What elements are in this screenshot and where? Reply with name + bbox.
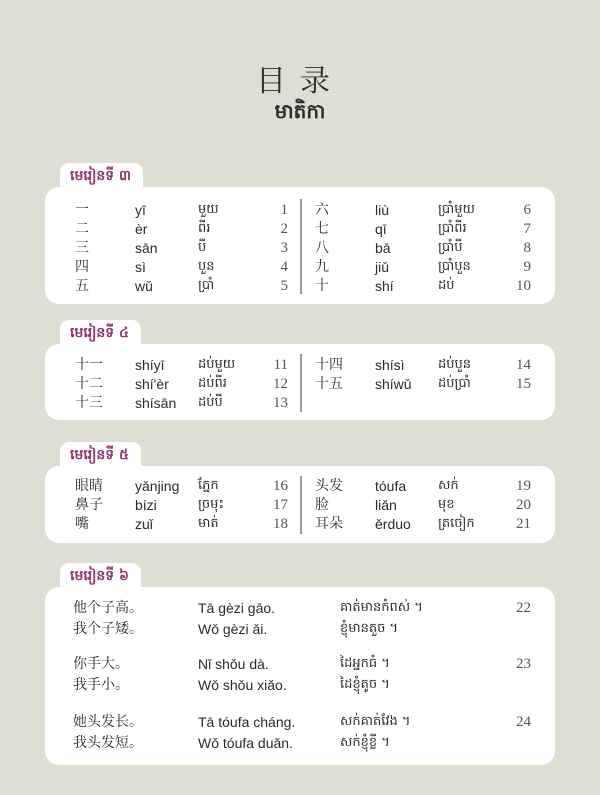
- lesson-5-card: [45, 466, 555, 543]
- sentence-hanzi: 我头发短。: [73, 735, 143, 751]
- sentence-hanzi: 我手小。: [73, 677, 129, 693]
- vocab-khmer: ដប់ពីរ: [198, 376, 227, 391]
- vocab-khmer: មួយ: [198, 202, 219, 217]
- page-number: 13: [273, 395, 288, 411]
- sentence-khmer: ដៃខ្ញុំតូច ។: [340, 677, 390, 692]
- lesson-3-tab: មេរៀនទី ៣: [60, 163, 143, 189]
- page-number: 17: [273, 497, 288, 513]
- vocab-khmer: សក់: [438, 478, 459, 493]
- lesson-divider: [300, 354, 302, 412]
- page-number: 7: [523, 221, 531, 237]
- lesson-divider: [300, 476, 302, 534]
- sentence-pinyin: Wǒ tóufa duǎn.: [198, 735, 293, 751]
- lesson-divider: [300, 199, 302, 294]
- page-title: 目录: [256, 64, 344, 99]
- vocab-pinyin: shíwǔ: [375, 376, 412, 392]
- vocab-pinyin: liù: [375, 202, 390, 218]
- page-number: 16: [273, 478, 288, 494]
- page-number: 1: [280, 202, 288, 218]
- vocab-hanzi: 十一: [75, 357, 103, 373]
- vocab-hanzi: 八: [315, 240, 329, 256]
- page-number: 23: [516, 656, 531, 672]
- lesson-4-card: [45, 344, 555, 420]
- vocab-hanzi: 四: [75, 259, 89, 275]
- vocab-khmer: ដប់មួយ: [198, 357, 236, 372]
- vocab-hanzi: 十: [315, 278, 329, 294]
- vocab-khmer: ដប់ប្រាំ: [438, 376, 471, 391]
- sentence-khmer: គាត់មានកំពស់ ។: [340, 600, 423, 615]
- vocab-pinyin: yī: [135, 202, 146, 218]
- vocab-khmer: បី: [198, 240, 207, 255]
- vocab-khmer: ច្រមុះ: [198, 497, 225, 512]
- sentence-khmer: សក់គាត់វែង ។: [340, 714, 411, 729]
- lesson-3-card: [45, 187, 555, 304]
- vocab-khmer: ដប់បី: [198, 395, 223, 410]
- page-number: 6: [523, 202, 531, 218]
- page-number: 15: [516, 376, 531, 392]
- page-number: 18: [273, 516, 288, 532]
- vocab-khmer: ប្រាំ: [198, 278, 215, 293]
- sentence-khmer: ដៃអ្នកធំ ។: [340, 656, 390, 671]
- page-number: 9: [523, 259, 531, 275]
- vocab-hanzi: 耳朵: [315, 516, 343, 532]
- page-number: 22: [516, 600, 531, 616]
- vocab-khmer: ប្រាំមួយ: [438, 202, 475, 217]
- vocab-khmer: ត្រចៀក: [438, 516, 475, 531]
- sentence-pinyin: Wǒ gèzi ǎi.: [198, 621, 268, 637]
- vocab-hanzi: 六: [315, 202, 329, 218]
- vocab-pinyin: yǎnjing: [135, 478, 180, 494]
- vocab-hanzi: 十四: [315, 357, 343, 373]
- vocab-pinyin: liǎn: [375, 497, 397, 513]
- lesson-4-tab: មេរៀនទី ៤: [60, 320, 141, 346]
- vocab-hanzi: 一: [75, 202, 89, 218]
- sentence-pinyin: Nǐ shǒu dà.: [198, 656, 269, 672]
- vocab-hanzi: 眼睛: [75, 478, 103, 494]
- vocab-hanzi: 脸: [315, 497, 329, 513]
- vocab-pinyin: shíyī: [135, 357, 165, 373]
- page-number: 21: [516, 516, 531, 532]
- vocab-pinyin: shísān: [135, 395, 177, 411]
- sentence-khmer: សក់ខ្ញុំខ្លី ។: [340, 735, 390, 750]
- vocab-khmer: ប្រាំបី: [438, 240, 463, 255]
- vocab-khmer: ប្រាំពីរ: [438, 221, 467, 236]
- page-number: 14: [516, 357, 531, 373]
- vocab-khmer: ភ្នែក: [198, 478, 219, 493]
- vocab-hanzi: 三: [75, 240, 89, 256]
- sentence-pinyin: Tā gèzi gāo.: [198, 600, 276, 616]
- page-number: 8: [523, 240, 531, 256]
- vocab-pinyin: sì: [135, 259, 146, 275]
- page-number: 2: [280, 221, 288, 237]
- page-subtitle: មាតិកា: [274, 99, 326, 123]
- vocab-hanzi: 七: [315, 221, 329, 237]
- vocab-pinyin: zuǐ: [135, 516, 153, 532]
- sentence-khmer: ខ្ញុំមានតួច ។: [340, 621, 399, 636]
- vocab-pinyin: ěrduo: [375, 516, 411, 532]
- sentence-hanzi: 我个子矮。: [73, 621, 143, 637]
- vocab-hanzi: 嘴: [75, 516, 89, 532]
- vocab-hanzi: 五: [75, 278, 89, 294]
- vocab-khmer: មាត់: [198, 516, 219, 531]
- vocab-pinyin: tóufa: [375, 478, 407, 494]
- vocab-khmer: ពីរ: [198, 221, 211, 236]
- sentence-hanzi: 你手大。: [73, 656, 129, 672]
- sentence-pinyin: Wǒ shǒu xiǎo.: [198, 677, 287, 693]
- lesson-5-tab: មេរៀនទី ៥: [60, 442, 141, 468]
- vocab-hanzi: 头发: [315, 478, 343, 494]
- vocab-pinyin: sān: [135, 240, 158, 256]
- vocab-hanzi: 十二: [75, 376, 103, 392]
- sentence-hanzi: 他个子高。: [73, 600, 143, 616]
- vocab-hanzi: 九: [315, 259, 329, 275]
- vocab-khmer: ប្រាំបួន: [438, 259, 471, 274]
- vocab-pinyin: bā: [375, 240, 391, 256]
- vocab-khmer: មុខ: [438, 497, 455, 512]
- page-number: 11: [273, 357, 288, 373]
- sentence-pinyin: Tā tóufa cháng.: [198, 714, 296, 730]
- sentence-hanzi: 她头发长。: [73, 714, 143, 730]
- vocab-pinyin: shí: [375, 278, 394, 294]
- vocab-khmer: ដប់: [438, 278, 455, 293]
- vocab-hanzi: 十三: [75, 395, 103, 411]
- vocab-hanzi: 二: [75, 221, 89, 237]
- page-number: 3: [280, 240, 288, 256]
- page-number: 12: [273, 376, 288, 392]
- lesson-6-tab: មេរៀនទី ៦: [60, 563, 141, 589]
- page-number: 24: [516, 714, 531, 730]
- vocab-pinyin: jiǔ: [375, 259, 390, 275]
- vocab-hanzi: 十五: [315, 376, 343, 392]
- page-number: 4: [280, 259, 288, 275]
- page-number: 20: [516, 497, 531, 513]
- page-number: 19: [516, 478, 531, 494]
- vocab-pinyin: shí'èr: [135, 376, 169, 392]
- vocab-khmer: បួន: [198, 259, 215, 274]
- page-number: 10: [516, 278, 531, 294]
- vocab-pinyin: bízi: [135, 497, 157, 513]
- vocab-khmer: ដប់បួន: [438, 357, 472, 372]
- vocab-pinyin: èr: [135, 221, 148, 237]
- vocab-pinyin: wǔ: [135, 278, 153, 294]
- page-number: 5: [280, 278, 288, 294]
- vocab-pinyin: shísì: [375, 357, 405, 373]
- vocab-pinyin: qī: [375, 221, 387, 237]
- vocab-hanzi: 鼻子: [75, 497, 103, 513]
